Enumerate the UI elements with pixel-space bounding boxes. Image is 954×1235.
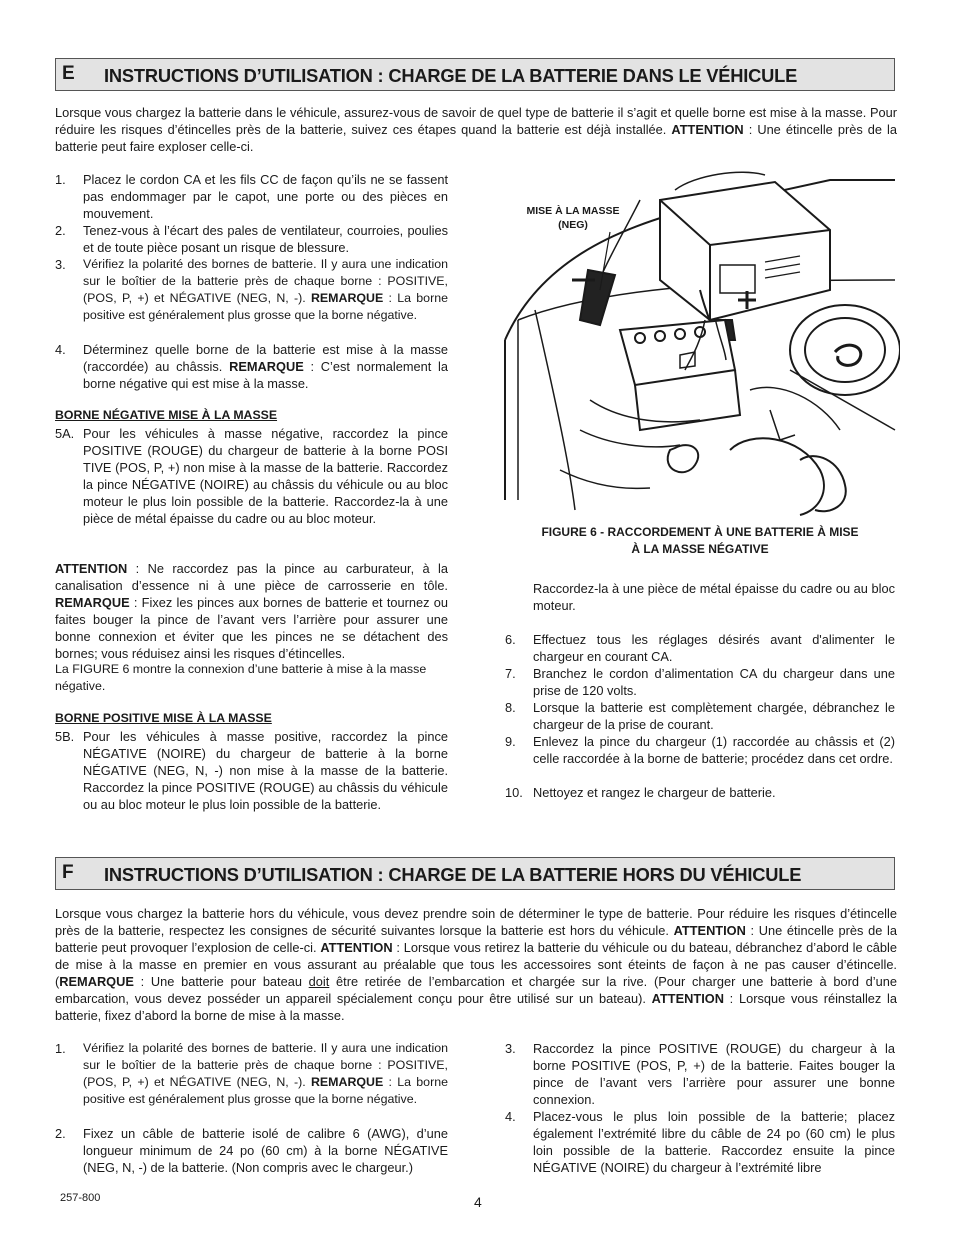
step-number: 10.: [505, 785, 523, 800]
step-5b-text: Pour les véhicules à masse positive, raccordez la pince NÉGATIVE (NOIRE) du chargeur de batterie à la borne NÉGATIVE (NEG, N, -) non mise à la masse de la batterie. Raccordez la pince POSITIVE (ROUGE) au châssis du véhicule ou au bloc moteur le plus loin possible de la batterie.: [83, 729, 448, 812]
step-text: Enlevez la pince du chargeur (1) raccordée au châssis et (2) celle raccordée à la borne de batterie; procédez dans cet ordre.: [533, 734, 895, 766]
step-text: Branchez le cordon d’alimentation CA du chargeur dans une prise de 120 volts.: [533, 666, 895, 698]
step-text: Placez-vous le plus loin possible de la batterie; placez également l’extrémité libre du câble de 24 po (60 cm) le plus loin possible de la batterie. Raccordez ensuite la pince NÉGATIVE (NOIRE) du chargeur à l’extrémité libre: [533, 1109, 895, 1175]
step-text: Placez le cordon CA et les fils CC de façon qu’ils ne se fassent pas endommager par le capot, une porte ou des pièces en mouvement.: [83, 172, 448, 221]
step-text: Nettoyez et rangez le chargeur de batterie.: [533, 785, 776, 800]
figure-6-illustration: [500, 170, 900, 520]
step-number: 3.: [55, 257, 66, 272]
step-5a-text: Pour les véhicules à masse négative, raccordez la pince POSITIVE (ROUGE) du chargeur de batterie à la borne POSI TIVE (POS, P, +) non mise à la masse de la batterie. Raccordez la pince NÉGATIVE (NOIRE) au châssis du véhicule ou au bloc moteur le plus loin possible de la batterie. Raccordez-la à une pièce de métal épaisse du cadre ou au bloc moteur.: [83, 426, 448, 526]
neg-ground-heading: BORNE NÉGATIVE MISE À LA MASSE: [55, 408, 278, 422]
step-text: Effectuez tous les réglages désirés avant d'alimenter le chargeur en courant CA.: [533, 632, 895, 664]
step-text: Lorsque la batterie est complètement chargée, débranchez le chargeur de la prise de courant.: [533, 700, 895, 732]
remark-label: REMARQUE: [310, 291, 384, 305]
step-number: 3.: [505, 1041, 516, 1056]
attention-label: ATTENTION: [673, 923, 746, 938]
attention-block: ATTENTION : Ne raccordez pas la pince au carburateur, à la canalisation d’essence ni à une pièce de carrosserie en tôle. REMARQUE : Fixez les pinces aux bornes de batterie et tournez ou faites bouger la pince de l’avant vers l’arrière pour assurer une bonne connexion et éviter que les pinces ne se détachent des bornes; vous réduisez ainsi les risques d’étincelles.: [55, 561, 448, 661]
step-text: Déterminez quelle borne de la batterie est mise à la masse (raccordée) au châssis. REMARQUE : C’est normalement la borne négative qui est mise à la masse.: [83, 342, 448, 391]
step-number: 2.: [55, 1126, 66, 1141]
step-number: 7.: [505, 666, 516, 681]
pos-ground-heading: BORNE POSITIVE MISE À LA MASSE: [55, 711, 272, 725]
remark-label: REMARQUE: [229, 359, 304, 374]
step-number: 2.: [55, 223, 66, 238]
step-text: Vérifiez la polarité des bornes de batterie. Il y aura une indication sur le boîtier de la batterie près de chaque borne : POSITIVE, (POS, P, +) et NÉGATIVE (NEG, N, -). REMARQUE : La borne positive est généralement plus grosse que la borne négative.: [83, 1041, 448, 1106]
step-text: Raccordez la pince POSITIVE (ROUGE) du chargeur à la borne POSITIVE (POS, P, +) de la batterie. Faites bouger la pince de l’avant vers l’arrière pour assurer une bonne connexion.: [533, 1041, 895, 1107]
doc-number: 257-800: [60, 1192, 101, 1204]
step-text: Tenez-vous à l’écart des pales de ventilateur, courroies, poulies et de toute pièce posant un risque de blessure.: [83, 223, 448, 255]
step-text: Vérifiez la polarité des bornes de batterie. Il y aura une indication sur le boîtier de la batterie près de chaque borne : POSITIVE, (POS, P, +) et NÉGATIVE (NEG, N, -). REMARQUE : La borne positive est généralement plus grosse que la borne négative.: [83, 257, 448, 322]
section-e-intro: Lorsque vous chargez la batterie dans le véhicule, assurez-vous de savoir de quel type de batterie il s’agit et quelle borne est mise à la masse. Pour réduire les risques d’étincelles près de la batterie, suivez ces étapes quand la batterie est déjà installée. ATTENTION : Une étincelle près de la batterie peut faire exploser celle-ci.: [55, 105, 898, 154]
step-number: 4.: [55, 342, 66, 357]
step-number: 6.: [505, 632, 516, 647]
section-f-title: INSTRUCTIONS D’UTILISATION : CHARGE DE LA BATTERIE HORS DU VÉHICULE: [104, 864, 802, 885]
section-e-title: INSTRUCTIONS D’UTILISATION : CHARGE DE LA BATTERIE DANS LE VÉHICULE: [104, 65, 798, 86]
figure-label-ground: MISE À LA MASSE (NEG): [526, 205, 620, 231]
step-number: 5B.: [55, 729, 75, 744]
section-f-letter: F: [62, 862, 74, 883]
remark-label: REMARQUE: [59, 974, 134, 989]
step-number: 5A.: [55, 426, 75, 441]
right-continuation: Raccordez-la à une pièce de métal épaisse du cadre ou au bloc moteur.: [533, 581, 895, 613]
attention-label: ATTENTION: [320, 940, 393, 955]
step-number: 1.: [55, 172, 66, 187]
section-f-header: [55, 857, 895, 890]
step-text: Fixez un câble de batterie isolé de calibre 6 (AWG), d’une longueur minimum de 24 po (60 cm) à la borne NÉGATIVE (NEG, N, -) de la batterie. (Non compris avec le chargeur.): [83, 1126, 448, 1175]
attention-label: ATTENTION: [55, 561, 128, 576]
figure-note: La FIGURE 6 montre la connexion d’une batterie à mise à la masse négative.: [55, 662, 427, 693]
remark-label: REMARQUE: [310, 1075, 384, 1089]
step-number: 4.: [505, 1109, 516, 1124]
step-number: 9.: [505, 734, 516, 749]
attention-label: ATTENTION: [671, 122, 744, 137]
step-number: 8.: [505, 700, 516, 715]
attention-label: ATTENTION: [651, 991, 724, 1006]
figure-6-caption: FIGURE 6 - RACCORDEMENT À UNE BATTERIE À MISE À LA MASSE NÉGATIVE: [541, 525, 859, 556]
section-e-header: [55, 58, 895, 91]
must-word: doit: [308, 974, 330, 989]
step-number: 1.: [55, 1041, 66, 1056]
section-f-intro: Lorsque vous chargez la batterie hors du véhicule, vous devez prendre soin de déterminer le type de batterie. Pour réduire les risques d’étincelle près de la batterie, respectez les consignes de sécurité suivantes lorsque la batterie est hors du véhicule. ATTENTION : Une étincelle près de la batterie peut provoquer l’explosion de celle-ci. ATTENTION : Lorsque vous retirez la batterie du véhicule ou du bateau, débranchez d’abord le câble de mise à la masse en premier en vous assurant au préalable que tous les accessoires sont éteints de façon à ne pas causer d’étincelle. (REMARQUE : Une batterie pour bateau doit être retirée de l’embarcation et chargée sur la rive. (Pour charger une batterie à bord d’une embarcation, vous devez posséder un appareil spécialement conçu pour être utilisé sur un bateau). ATTENTION : Lorsque vous réinstallez la batterie, fixez d’abord la borne de mise à la masse.: [55, 906, 897, 1023]
page-number: 4: [474, 1194, 482, 1210]
section-e-letter: E: [62, 63, 75, 84]
remark-label: REMARQUE: [55, 595, 130, 610]
